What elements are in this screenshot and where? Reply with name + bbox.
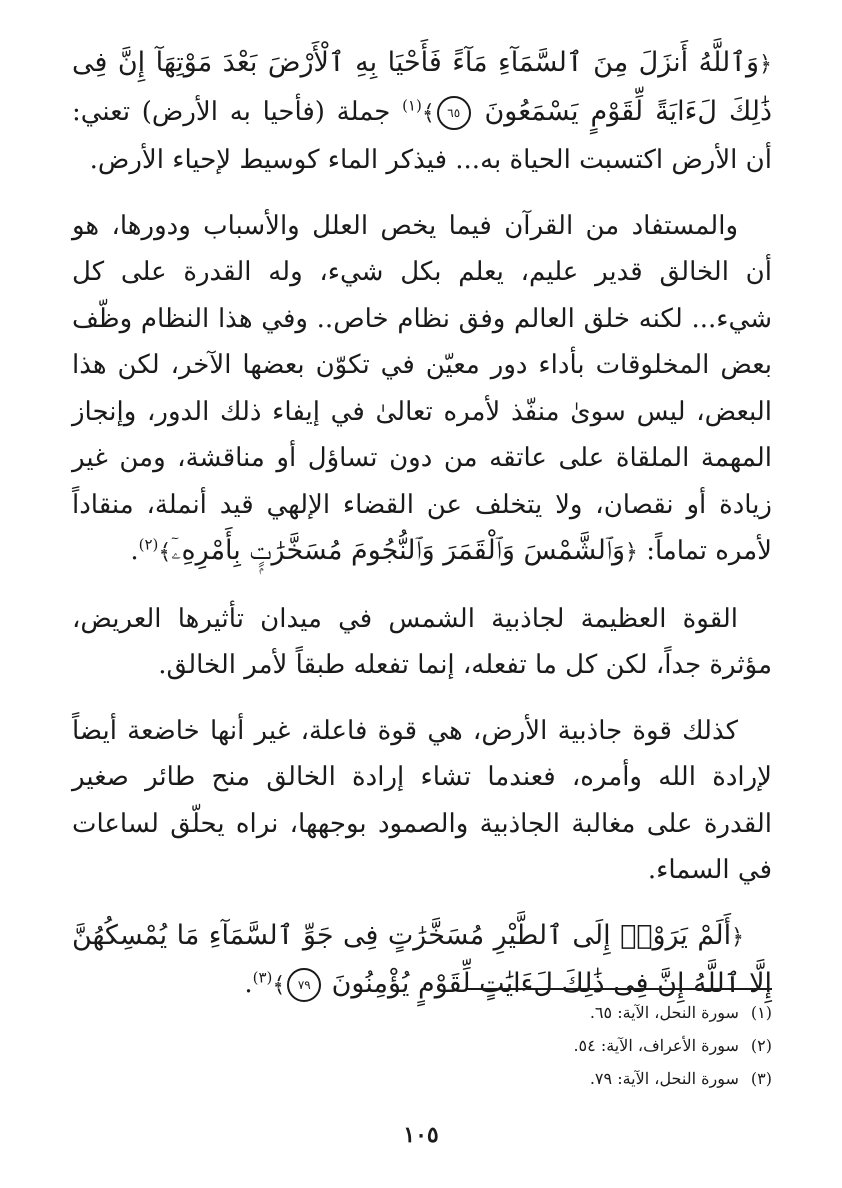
paragraph-5 [72, 913, 772, 1010]
verse-open-bracket: ﴿ [759, 52, 772, 77]
quran-verse: وَٱلشَّمْسَ وَٱلْقَمَرَ وَٱلنُّجُومَ مُسَخَّرَٰتٍۭ بِأَمْرِهِۦٓ [171, 535, 626, 566]
quran-verse: وَٱللَّهُ أَنزَلَ مِنَ ٱلسَّمَآءِ مَآءً فَأَحْيَا بِهِ ٱلْأَرْضَ بَعْدَ مَوْتِهَآ إِنَّ فِى ذَٰلِكَ لَءَايَةً لِّقَوْمٍ يَسْمَعُونَ [72, 47, 772, 127]
footnote-item [272, 996, 772, 1029]
page-body [72, 40, 772, 1029]
verse-close-bracket: ﴾ [421, 100, 435, 126]
quran-verse: أَلَمْ يَرَوْا۟ إِلَى ٱلطَّيْرِ مُسَخَّرَٰتٍ فِى جَوِّ ٱلسَّمَآءِ مَا يُمْسِكُهُنَّ إِلَّا ٱللَّهُ إِنَّ فِى ذَٰلِكَ لَءَايَٰتٍ لِّقَوْمٍ يُؤْمِنُونَ [72, 919, 772, 999]
footnote-text: سورة النحل، الآية: ٧٩. [589, 1069, 739, 1088]
footnote-item [272, 1062, 772, 1095]
paragraph-4 [72, 708, 772, 894]
verse-open-bracket: ﴿ [625, 540, 638, 565]
paragraph-text: كذلك قوة جاذبية الأرض، هي قوة فاعلة، غير أنها خاضعة أيضاً لإرادة الله وأمره، فعندما تشاء إرادة الخالق منح طائر صغير القدرة على مغالبة الجاذبية والصمود بوجهها، نراه يحلّق لساعات في السماء. [72, 715, 772, 885]
footnote-text: سورة الأعراف، الآية: ٥٤. [573, 1036, 739, 1055]
paragraph-text: والمستفاد من القرآن فيما يخص العلل والأسباب ودورها، هو أن الخالق قدير عليم، يعلم بكل شيء، وله القدرة على كل شيء... لكنه خلق العالم وفق نظام خاص.. وفي هذا النظام وظّف بعض المخلوقات بأداء دور معيّن في تكوّن بعضها الآخر، لكن هذا البعض، ليس سوىٰ منفّذ لأمره تعالىٰ في إيفاء ذلك الدور، وإنجاز المهمة الملقاة على عاتقه من دون تساؤل أو مناقشة، ومن غير زيادة أو نقصان، ولا يتخلف عن القضاء الإلهي قيد أنملة، منقاداً لأمره تماماً: [72, 210, 772, 566]
ayah-number-mark: ٧٩ [287, 968, 321, 1002]
paragraph-2 [72, 203, 772, 577]
footnote-ref: (٢) [138, 535, 159, 554]
footnote-ref: (١) [402, 95, 422, 114]
paragraph-text: جملة (فأحيا به الأرض) تعني: أن الأرض اكتسبت الحياة به... فيذكر الماء كوسيط لإحياء الأرض. [72, 96, 772, 175]
footnote-ref: (٣) [252, 968, 273, 987]
paragraph-1 [72, 40, 772, 184]
page-number: ١٠٥ [403, 1122, 439, 1148]
footnote-number: (٣) [750, 1069, 772, 1088]
paragraph-3 [72, 596, 772, 689]
sentence-end: . [130, 536, 139, 566]
footnote-divider [466, 988, 772, 990]
footnote-item [272, 1029, 772, 1062]
footnote-number: (١) [750, 1003, 772, 1022]
footnotes [272, 996, 772, 1095]
footnote-text: سورة النحل، الآية: ٦٥. [589, 1003, 739, 1022]
paragraph-text: القوة العظيمة لجاذبية الشمس في ميدان تأثيرها العريض، مؤثرة جداً، لكن كل ما تفعله، إنما تفعله طبقاً لأمر الخالق. [72, 603, 772, 680]
verse-close-bracket: ﴾ [158, 540, 172, 565]
ayah-number-mark: ٦٥ [437, 96, 471, 130]
verse-open-bracket: ﴿ [731, 924, 744, 950]
sentence-end: . [244, 969, 253, 999]
verse-close-bracket: ﴾ [272, 973, 286, 998]
footnote-number: (٢) [750, 1036, 772, 1055]
